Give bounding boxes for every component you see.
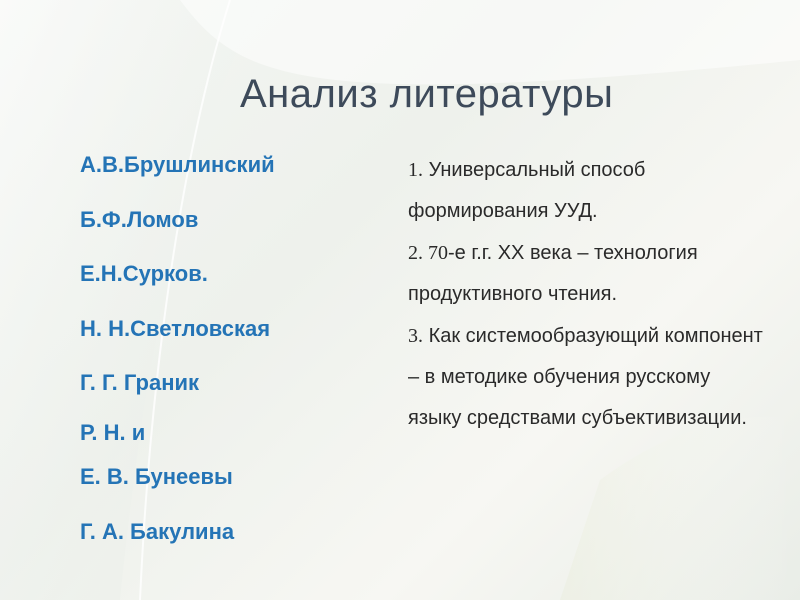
author-item: Г. А. Бакулина	[80, 519, 235, 544]
slide-title: Анализ литературы	[240, 72, 614, 116]
point-item	[408, 233, 768, 315]
point-number: 3.	[408, 325, 423, 347]
author-item: Г. Г. Граник	[80, 370, 200, 395]
point-text: -е г.г. XX века – технология продуктивного чтения.	[408, 242, 698, 305]
point-item	[408, 316, 768, 439]
point-text: Как системообразующий компонент – в методике обучения русскому языку средствами субъективизации.	[408, 325, 763, 429]
author-item: Р. Н. и	[80, 420, 146, 445]
author-item: Е.Н.Сурков.	[80, 261, 208, 286]
point-number: 1.	[408, 159, 423, 181]
point-item	[408, 150, 768, 232]
author-item: Е. В. Бунеевы	[80, 464, 233, 489]
author-item: А.В.Брушлинский	[80, 152, 275, 177]
author-item: Б.Ф.Ломов	[80, 207, 199, 232]
author-item: Н. Н.Светловская	[80, 316, 271, 341]
point-text: Универсальный способ формирования УУД.	[408, 159, 646, 222]
points-list	[408, 150, 768, 440]
point-number: 2. 70	[408, 242, 448, 264]
